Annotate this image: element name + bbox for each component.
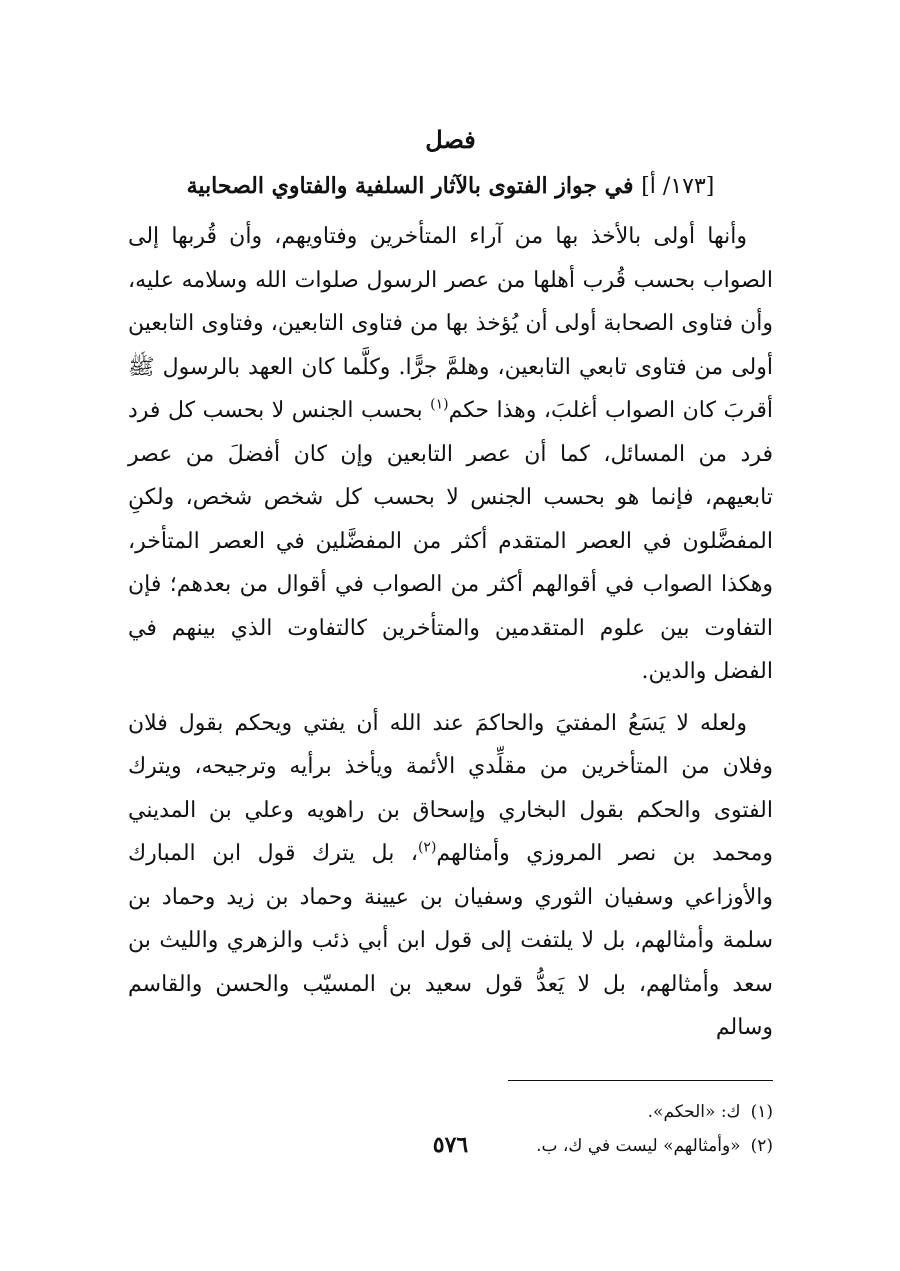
footnote-text: ك: «الحكم». bbox=[647, 1101, 741, 1122]
book-page bbox=[128, 120, 773, 1200]
footnote-number: (٢) bbox=[750, 1135, 773, 1156]
manuscript-reference: [١٧٣/ أ] bbox=[641, 174, 715, 199]
paragraph-text: بحسب الجنس لا بحسب كل فرد فرد من المسائل، كما أن عصر التابعين وإن كان أفضلَ من عصر تابعيهم، فإنما هو بحسب الجنس لا بحسب كل شخص شخص، ولكنِ المفضَّلون في العصر المتقدم أكثر من المفضَّلين في العصر المتأخر، وهكذا الصواب في أقوالهم أكثر من الصواب في أقوال من بعدهم؛ فإن التفاوت بين علوم المتقدمين والمتأخرين كالتفاوت الذي بينهم في الفضل والدين. bbox=[128, 398, 773, 684]
footnote-1 bbox=[128, 1095, 773, 1129]
body-text bbox=[128, 215, 773, 1050]
paragraph-1 bbox=[128, 215, 773, 694]
footnote-marker-1: (١) bbox=[430, 396, 449, 413]
paragraph-text: وأنها أولى بالأخذ بها من آراء المتأخرين وفتاويهم، وأن قُربها إلى الصواب بحسب قُرب أهلها من عصر الرسول صلوات الله وسلامه عليه، وأن فتاوى الصحابة أولى أن يُؤخذ بها من فتاوى التابعين، وفتاوى التابعين أولى من فتاوى تابعي التابعين، وهلمَّ جرًّا. وكلَّما كان العهد بالرسول ﷺ أقربَ كان الصواب أغلبَ، وهذا حكم bbox=[128, 224, 773, 423]
footnote-text: «وأمثالهم» ليست في ك، ب. bbox=[536, 1135, 741, 1156]
footnote-marker-2: (٢) bbox=[417, 839, 437, 856]
paragraph-text: ولعله لا يَسَعُ المفتيَ والحاكمَ عند الله أن يفتي ويحكم بقول فلان وفلان من المتأخرين من مقلِّدي الأئمة ويأخذ برأيه وترجيحه، ويترك الفتوى والحكم بقول البخاري وإسحاق بن راهويه وعلي بن المديني ومحمد بن نصر المروزي وأمثالهم bbox=[128, 710, 774, 866]
footnote-number: (١) bbox=[750, 1101, 773, 1122]
section-heading: فصل bbox=[425, 125, 476, 154]
chapter-title bbox=[128, 166, 773, 207]
paragraph-2 bbox=[128, 702, 773, 1050]
chapter-title-text: في جواز الفتوى بالآثار السلفية والفتاوي الصحابية bbox=[186, 173, 634, 199]
page-number: ٥٧٦ bbox=[432, 1132, 469, 1158]
footnote-divider bbox=[508, 1080, 773, 1081]
paragraph-text: ، بل يترك قول ابن المبارك والأوزاعي وسفيان الثوري وسفيان بن عيينة وحماد بن زيد وحماد بن سلمة وأمثالهم، بل لا يلتفت إلى قول ابن أبي ذئب والزهري والليث بن سعد وأمثالهم، بل لا يَعدُّ قول سعيد بن المسيّب والحسن والقاسم وسالم bbox=[128, 841, 773, 1040]
